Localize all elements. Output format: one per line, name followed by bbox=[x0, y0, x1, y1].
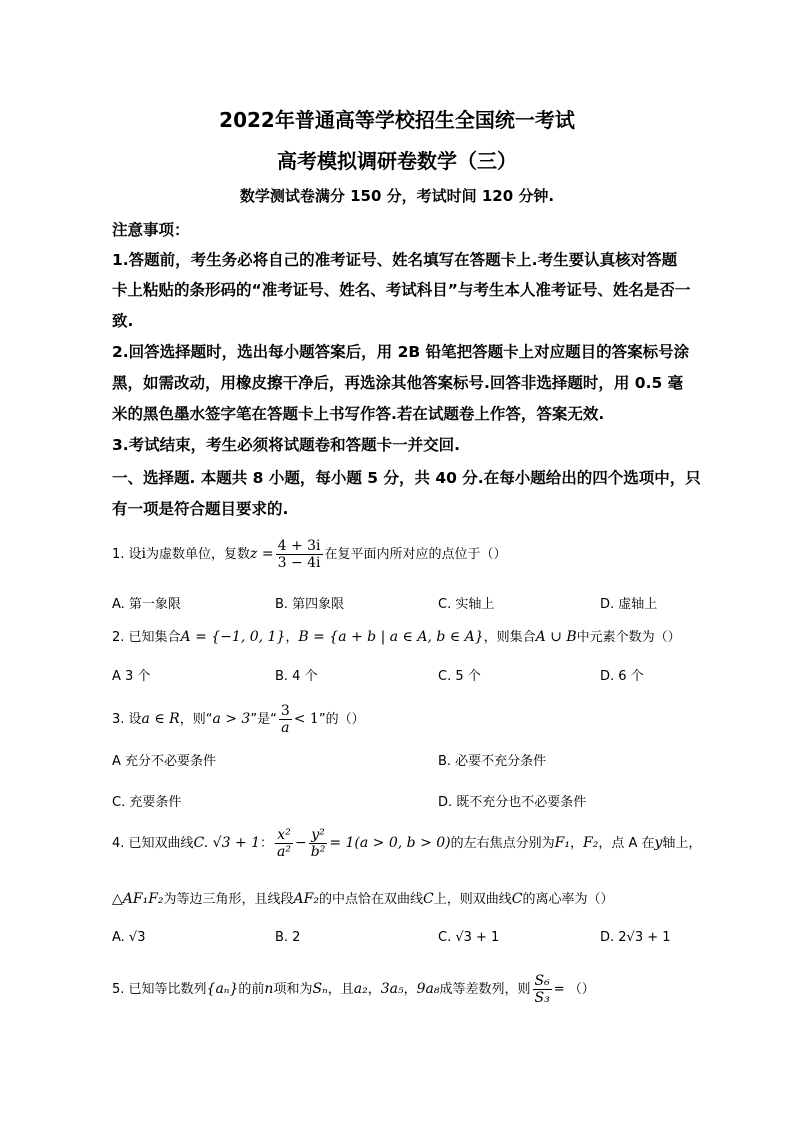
exam-info: 数学测试卷满分 150 分，考试时间 120 分钟. bbox=[239, 187, 555, 205]
option-c: C. √3 + 1 bbox=[438, 930, 500, 945]
option-b: B. 2 bbox=[275, 930, 301, 945]
section-heading: 有一项是符合题目要求的. bbox=[112, 500, 289, 518]
notes-heading: 注意事项： bbox=[112, 221, 190, 239]
page-title: 2022年普通高等学校招生全国统一考试 bbox=[219, 108, 575, 132]
q3-fraction: $\frac{3}{a}$ bbox=[280, 703, 290, 736]
page-subtitle: 高考模拟调研卷数学（三） bbox=[277, 149, 517, 173]
option-d: D. 6 个 bbox=[600, 669, 644, 684]
question-1-stem: 1. 设i为虚数单位，复数z = $\frac{4 + 3i}{3 - 4i}$ 在复平面内所对应的点位于（） bbox=[112, 538, 507, 571]
question-4-stem-line2: △AF₁F₂为等边三角形，且线段AF₂的中点恰在双曲线C上，则双曲线C的离心率为（） bbox=[112, 891, 614, 907]
notes-line: 致. bbox=[112, 312, 134, 330]
option-a: A. √3 bbox=[112, 930, 146, 945]
q1-fraction: $\frac{4 + 3i}{3 - 4i}$ bbox=[277, 538, 321, 571]
option-a: A 充分不必要条件 bbox=[112, 754, 217, 769]
q5-fraction: $\frac{\text{S₆}}{\text{S₃}}$ bbox=[534, 973, 550, 1006]
question-3-stem: 3. 设a ∈ R，则“a > 3”是“ $\frac{3}{a}$ < 1”的（） bbox=[112, 703, 365, 736]
notes-line: 黑，如需改动，用橡皮擦干净后，再选涂其他答案标号.回答非选择题时，用 0.5 毫 bbox=[112, 374, 684, 392]
option-b: B. 4 个 bbox=[275, 669, 318, 684]
option-c: C. 5 个 bbox=[438, 669, 481, 684]
option-c: C. 实轴上 bbox=[438, 597, 495, 612]
notes-line: 3.考试结束，考生必须将试题卷和答题卡一并交回. bbox=[112, 436, 461, 454]
notes-line: 米的黑色墨水签字笔在答题卡上书写作答.若在试题卷上作答，答案无效. bbox=[112, 405, 605, 423]
question-2-stem: 2. 已知集合A = {−1, 0, 1}，B = {a + b | a ∈ A, b ∈ A}，则集合A ∪ B中元素个数为（） bbox=[112, 629, 681, 645]
option-a: A. 第一象限 bbox=[112, 597, 181, 612]
q4-fraction-y: $\frac{\text{y²}}{\text{b²}}$ bbox=[310, 827, 326, 860]
option-d: D. 虚轴上 bbox=[600, 597, 658, 612]
option-d: D. 既不充分也不必要条件 bbox=[438, 795, 587, 810]
section-heading: 一、选择题. 本题共 8 小题，每小题 5 分，共 40 分.在每小题给出的四个选项中，只 bbox=[112, 469, 701, 487]
option-d: D. 2√3 + 1 bbox=[600, 930, 671, 945]
question-5-stem: 5. 已知等比数列{aₙ}的前n项和为Sₙ，且a₂，3a₅，9a₈成等差数列，则 $\frac{\text{S₆}}{\text{S₃}}$ = （） bbox=[112, 973, 595, 1006]
option-c: C. 充要条件 bbox=[112, 795, 182, 810]
q4-fraction-x: $\frac{\text{x²}}{\text{a²}}$ bbox=[277, 827, 292, 860]
notes-line: 卡上粘贴的条形码的“准考证号、姓名、考试科目”与考生本人准考证号、姓名是否一 bbox=[112, 281, 691, 299]
question-4-stem: 4. 已知双曲线C. √3 + 1： $\frac{\text{x²}}{\text{a²}}$ − $\frac{\text{y²}}{\text{b²}}$ = 1(a > 0, b > 0)的左右焦点分别为F₁，F₂，点 A 在y轴上， bbox=[112, 827, 702, 860]
notes-line: 1.答题前，考生务必将自己的准考证号、姓名填写在答题卡上.考生要认真核对答题 bbox=[112, 251, 678, 269]
option-a: A 3 个 bbox=[112, 669, 151, 684]
option-b: B. 必要不充分条件 bbox=[438, 754, 547, 769]
option-b: B. 第四象限 bbox=[275, 597, 345, 612]
notes-line: 2.回答选择题时，选出每小题答案后，用 2B 铅笔把答题卡上对应题目的答案标号涂 bbox=[112, 343, 690, 361]
